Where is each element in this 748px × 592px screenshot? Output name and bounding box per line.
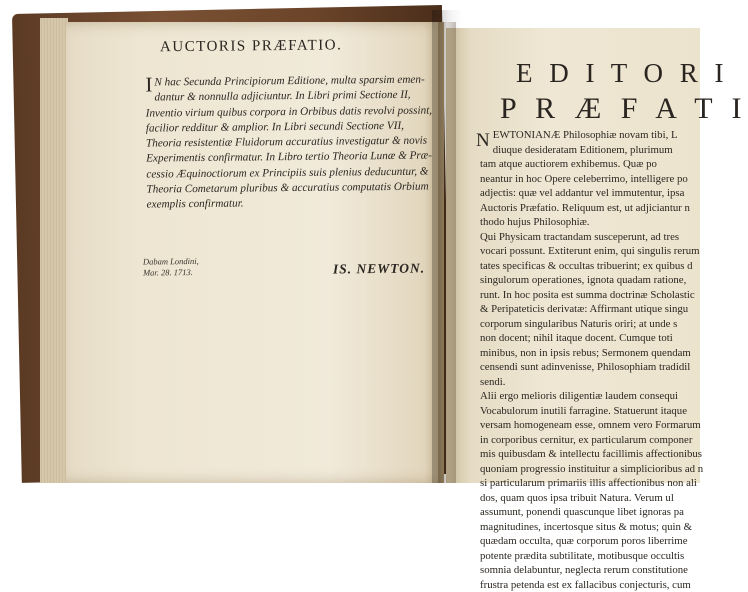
left-page-title: AUCTORIS PRÆFATIO. [160,37,400,57]
text-line: N hac Secunda Principiorum Editione, multa sparsim emen- [145,72,441,90]
text-line: cessio Æquinoctiorum ex Principiis suis plenius deducuntur, & [146,164,442,182]
lead-letter: N [476,134,490,148]
text-line: tam atque auctiorem exhibemus. Quæ po [480,157,720,172]
text-line: adjectis: quæ vel addantur vel immutentur, ipsa [480,186,720,201]
text-line: runt. In hoc posita est summa doctrinæ Scholastic [480,288,720,303]
text-line: potente prædita subtilitate, motibusque occultis [480,549,720,564]
dateline [143,255,243,278]
text-line: Theoria resistentiæ Fluidorum accuratius investigatur & novis [146,134,442,152]
text-line: quædam occulta, quæ corporum poros liberrime [480,534,720,549]
right-page-heading-1: E D I T O R I [516,58,729,89]
text-line: Qui Physicam tractandam susceperunt, ad tres [480,230,720,245]
right-page-heading-2: P R Æ F A T I [500,92,748,126]
text-line: corporum singularibus Naturis oriri; at unde s [480,317,720,332]
text-line: dos, quam quos ipsa tribuit Natura. Verum ul [480,491,720,506]
text-line: exemplis confirmatur. [147,195,443,213]
dateline-place: Dabam Londini, [143,255,243,267]
text-line: in corporibus cernitur, ex particularum componer [480,433,720,448]
text-line: quoniam progressio instituitur a simplicioribus ad n [480,462,720,477]
text-line: Experimentis confirmatur. In Libro tertio Theoria Lunæ & Præ- [146,149,442,167]
page-edges [40,18,68,483]
text-line: diuque desideratam Editionem, plurimum [480,143,720,158]
text-line: dantur & nonnulla adjiciuntur. In Libri primi Sectione II, [145,88,441,106]
text-line: assumunt, ponendi quascunque libet ignoras pa [480,505,720,520]
text-line: sendi. [480,375,720,390]
text-line: EWTONIANÆ Philosophiæ novam tibi, L [480,128,720,143]
text-line: Theoria Cometarum pluribus & accuratius computatis Orbium [146,180,442,198]
text-line: somnia delabuntur, neglecta rerum constitutione [480,563,720,578]
dateline-date: Mar. 28. 1713. [143,266,243,278]
text-line: frustra petenda est ex fallacibus conjecturis, cum [480,578,720,592]
text-line: Vocabulorum inutili farragine. Statuerunt itaque [480,404,720,419]
right-page-body [480,128,720,592]
left-page-body [145,72,442,213]
text-line: tates specificas & occultas tribuerint; ex quibus d [480,259,720,274]
text-line: Auctoris Præfatio. Reliquum est, ut adjiciantur n [480,201,720,216]
text-line: thodo hujus Philosophiæ. [480,215,720,230]
text-line: singulorum operationes, ignota quadam ratione, [480,273,720,288]
text-line: Alii ergo melioris diligentiæ laudem consequi [480,389,720,404]
text-line: censendi sunt adinvenisse, Philosophiam tradidil [480,360,720,375]
author-signature: IS. NEWTON. [333,261,425,278]
text-line: minibus, non in ipsis rebus; Sermonem quendam [480,346,720,361]
text-line: magnitudines, incertosque situs & motus; quin & [480,520,720,535]
text-line: & Peripateticis derivatæ: Affirmant utique singu [480,302,720,317]
text-line: si particularum primariis illis affectionibus non ali [480,476,720,491]
drop-cap: I [145,75,152,93]
text-line: non docent; nihil itaque docent. Cumque toti [480,331,720,346]
text-line: versam homogeneam esse, omnem vero Formarum [480,418,720,433]
text-line: mis quibusdam & intellectu facillimis affectionibus [480,447,720,462]
text-line: vocari possunt. Extiterunt enim, qui singulis rerum [480,244,720,259]
text-line: facilior redditur & amplior. In Libri secundi Sectione VII, [146,118,442,136]
text-line: neantur in hoc Opere celeberrimo, intelligere po [480,172,720,187]
text-line: Inventio virium quibus corpora in Orbibus datis revolvi possint, [146,103,442,121]
